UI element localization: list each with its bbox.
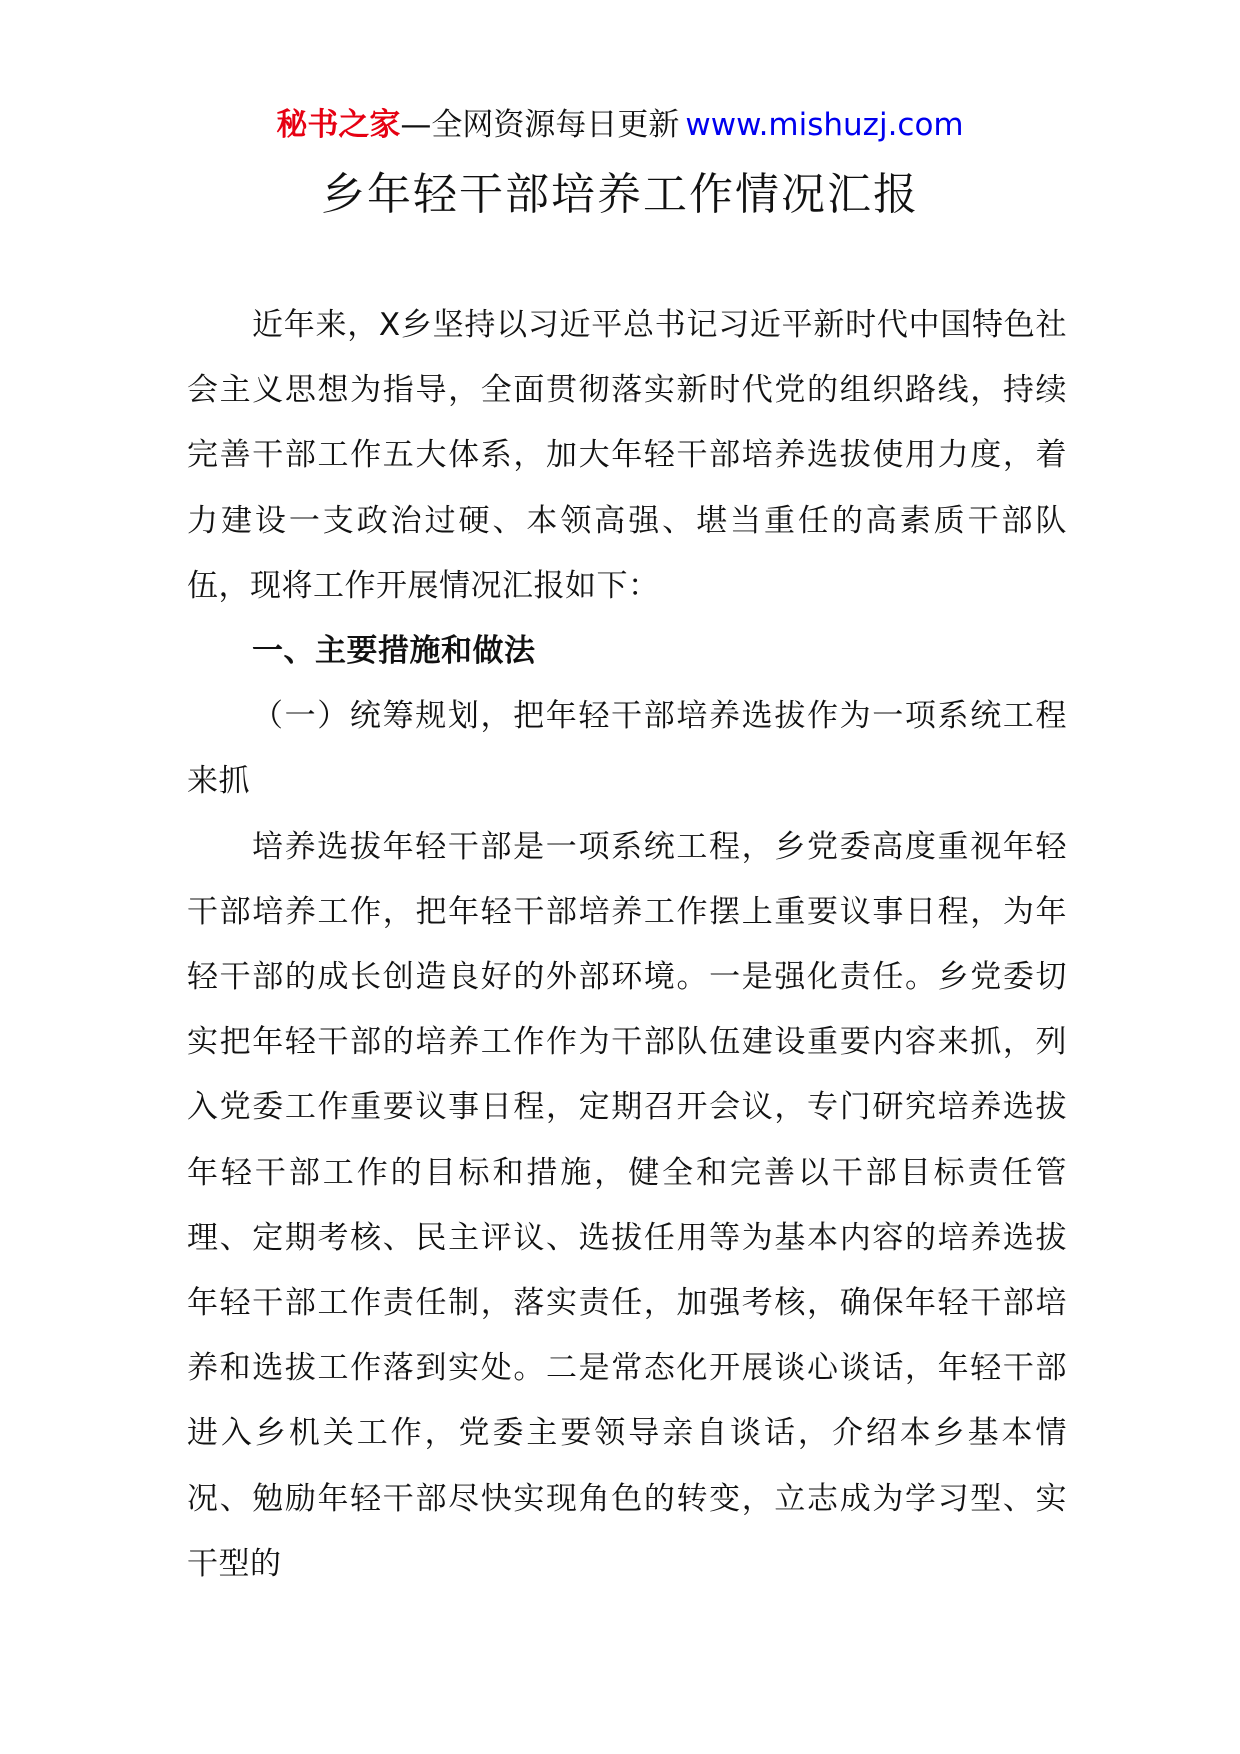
body-paragraph: 培养选拔年轻干部是一项系统工程，乡党委高度重视年轻干部培养工作，把年轻干部培养工作摆上重要议事日程，为年轻干部的成长创造良好的外部环境。一是强化责任。乡党委切实把年轻干部的培养工作作为干部队伍建设重要内容来抓，列入党委工作重要议事日程，定期召开会议，专门研究培养选拔年轻干部工作的目标和措施，健全和完善以干部目标责任管理、定期考核、民主评议、选拔任用等为基本内容的培养选拔年轻干部工作责任制，落实责任，加强考核，确保年轻干部培养和选拔工作落到实处。二是常态化开展谈心谈话，年轻干部进入乡机关工作，党委主要领导亲自谈话，介绍本乡基本情况、勉励年轻干部尽快实现角色的转变，立志成为学习型、实干型的 <box>187 828 1067 1582</box>
site-header <box>0 103 1240 147</box>
brand-name: 秘书之家 <box>276 107 401 143</box>
document-body <box>187 293 1067 1597</box>
site-url-link[interactable]: www.mishuzj.com <box>685 107 964 143</box>
subsection-heading: （一）统筹规划，把年轻干部培养选拔作为一项系统工程来抓 <box>187 698 1067 800</box>
header-tagline: —全网资源每日更新 <box>400 107 680 143</box>
document-title: 乡年轻干部培养工作情况汇报 <box>321 169 919 220</box>
intro-paragraph: 近年来，X乡坚持以习近平总书记习近平新时代中国特色社会主义思想为指导，全面贯彻落实新时代党的组织路线，持续完善干部工作五大体系，加大年轻干部培养选拔使用力度，着力建设一支政治过硬、本领高强、堪当重任的高素质干部队伍，现将工作开展情况汇报如下： <box>187 307 1067 604</box>
section-heading: 一、主要措施和做法 <box>252 633 536 670</box>
